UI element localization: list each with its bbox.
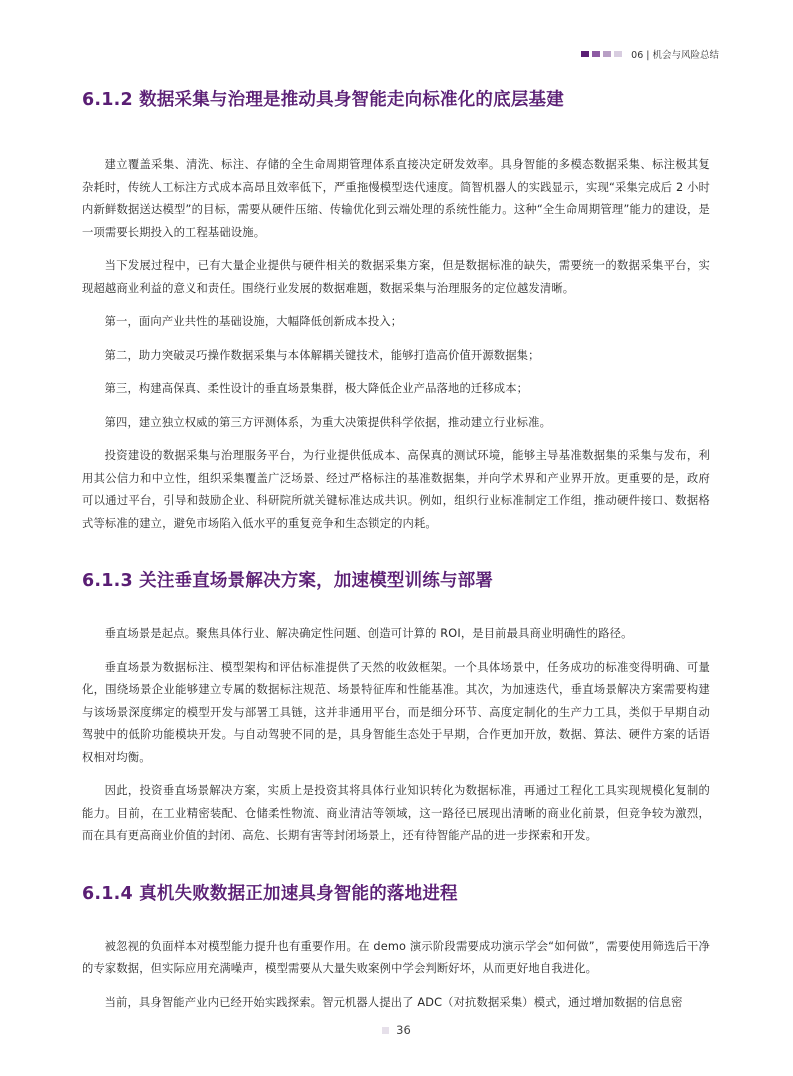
running-header (581, 47, 719, 61)
page-footer (0, 1023, 793, 1037)
header-mark (592, 51, 600, 57)
list-item: 第三，构建高保真、柔性设计的垂直场景集群，极大降低企业产品落地的迁移成本； (104, 382, 529, 395)
section-6-1-4-title: 6.1.4 真机失败数据正加速具身智能的落地进程 (82, 883, 458, 904)
list-item: 第四，建立独立权威的第三方评测体系，为重大决策提供科学依据，推动建立行业标准。 (104, 415, 552, 429)
page-number: 36 (396, 1023, 411, 1037)
header-mark (614, 51, 622, 57)
paragraph: 垂直场景为数据标注、模型架构和评估标准提供了天然的收敛框架。一个具体场景中，任务成功的标准变得明确、可量化，围绕场景企业能够建立专属的数据标注规范、场景特征库和性能基准。其次，为加速迭代，垂直场景解决方案需要构建与该场景深度绑定的模型开发与部署工具链，这并非通用平台，而是细分环节、高度定制化的生产力工具，类似于早期自动驾驶中的低阶功能模块开发。与自动驾驶不同的是，具身智能生态处于早期，合作更加开放，数据、算法、硬件方案的话语权相对均衡。 (82, 660, 710, 764)
header-decoration-marks (581, 51, 622, 57)
paragraph: 因此，投资垂直场景解决方案，实质上是投资其将具体行业知识转化为数据标准，再通过工程化工具实现规模化复制的能力。目前，在工业精密装配、仓储柔性物流、商业清洁等领域，这一路径已展现出清晰的商业化前景，但竞争较为激烈，而在具有更高商业价值的封闭、高危、长期有害等封闭场景上，还有待智能产品的进一步探索和开发。 (82, 784, 710, 842)
paragraph: 当下发展过程中，已有大量企业提供与硬件相关的数据采集方案，但是数据标准的缺失，需要统一的数据采集平台，实现超越商业利益的意义和责任。围绕行业发展的数据难题，数据采集与治理服务的定位越发清晰。 (82, 259, 710, 295)
paragraph: 建立覆盖采集、清洗、标注、存储的全生命周期管理体系直接决定研发效率。具身智能的多模态数据采集、标注极其复杂耗时，传统人工标注方式成本高昂且效率低下，严重拖慢模型迭代速度。简智机器人的实践显示，实现“采集完成后 2 小时内新鲜数据送达模型”的目标，需要从硬件压缩、传输优化到云端处理的系统性能力。这种“全生命周期管理”能力的建设，是一项需要长期投入的工程基础设施。 (82, 158, 710, 239)
paragraph: 投资建设的数据采集与治理服务平台，为行业提供低成本、高保真的测试环境，能够主导基准数据集的采集与发布，利用其公信力和中立性，组织采集覆盖广泛场景、经过严格标注的基准数据集，并向学术界和产业界开放。更重要的是，政府可以通过平台，引导和鼓励企业、科研院所就关键标准达成共识。例如，组织行业标准制定工作组，推动硬件接口、数据格式等标准的建立，避免市场陷入低水平的重复竞争和生态锁定的内耗。 (82, 449, 710, 530)
paragraph: 垂直场景是起点。聚焦具体行业、解决确定性问题、创造可计算的 ROI，是目前最具商业明确性的路径。 (104, 627, 633, 640)
footer-mark (382, 1027, 389, 1034)
header-mark (603, 51, 611, 57)
list-item: 第二，助力突破灵巧操作数据采集与本体解耦关键技术，能够打造高价值开源数据集； (104, 348, 540, 362)
paragraph: 被忽视的负面样本对模型能力提升也有重要作用。在 demo 演示阶段需要成功演示学会“如何做”，需要使用筛选后干净的专家数据，但实际应用充满噪声，模型需要从大量失败案例中学会判断好坏，从而更好地自我进化。 (82, 939, 710, 975)
paragraph: 当前，具身智能产业内已经开始实践探索。智元机器人提出了 ADC（对抗数据采集）模式，通过增加数据的信息密 (104, 995, 683, 1009)
section-6-1-3-title: 6.1.3 关注垂直场景解决方案，加速模型训练与部署 (82, 571, 494, 591)
page-body (82, 88, 710, 1014)
section-6-1-2-title: 6.1.2 数据采集与治理是推动具身智能走向标准化的底层基建 (82, 90, 564, 110)
chapter-label: 06 | 机会与风险总结 (631, 50, 719, 61)
header-mark (581, 51, 589, 57)
list-item: 第一，面向产业共性的基础设施，大幅降低创新成本投入； (104, 315, 403, 328)
